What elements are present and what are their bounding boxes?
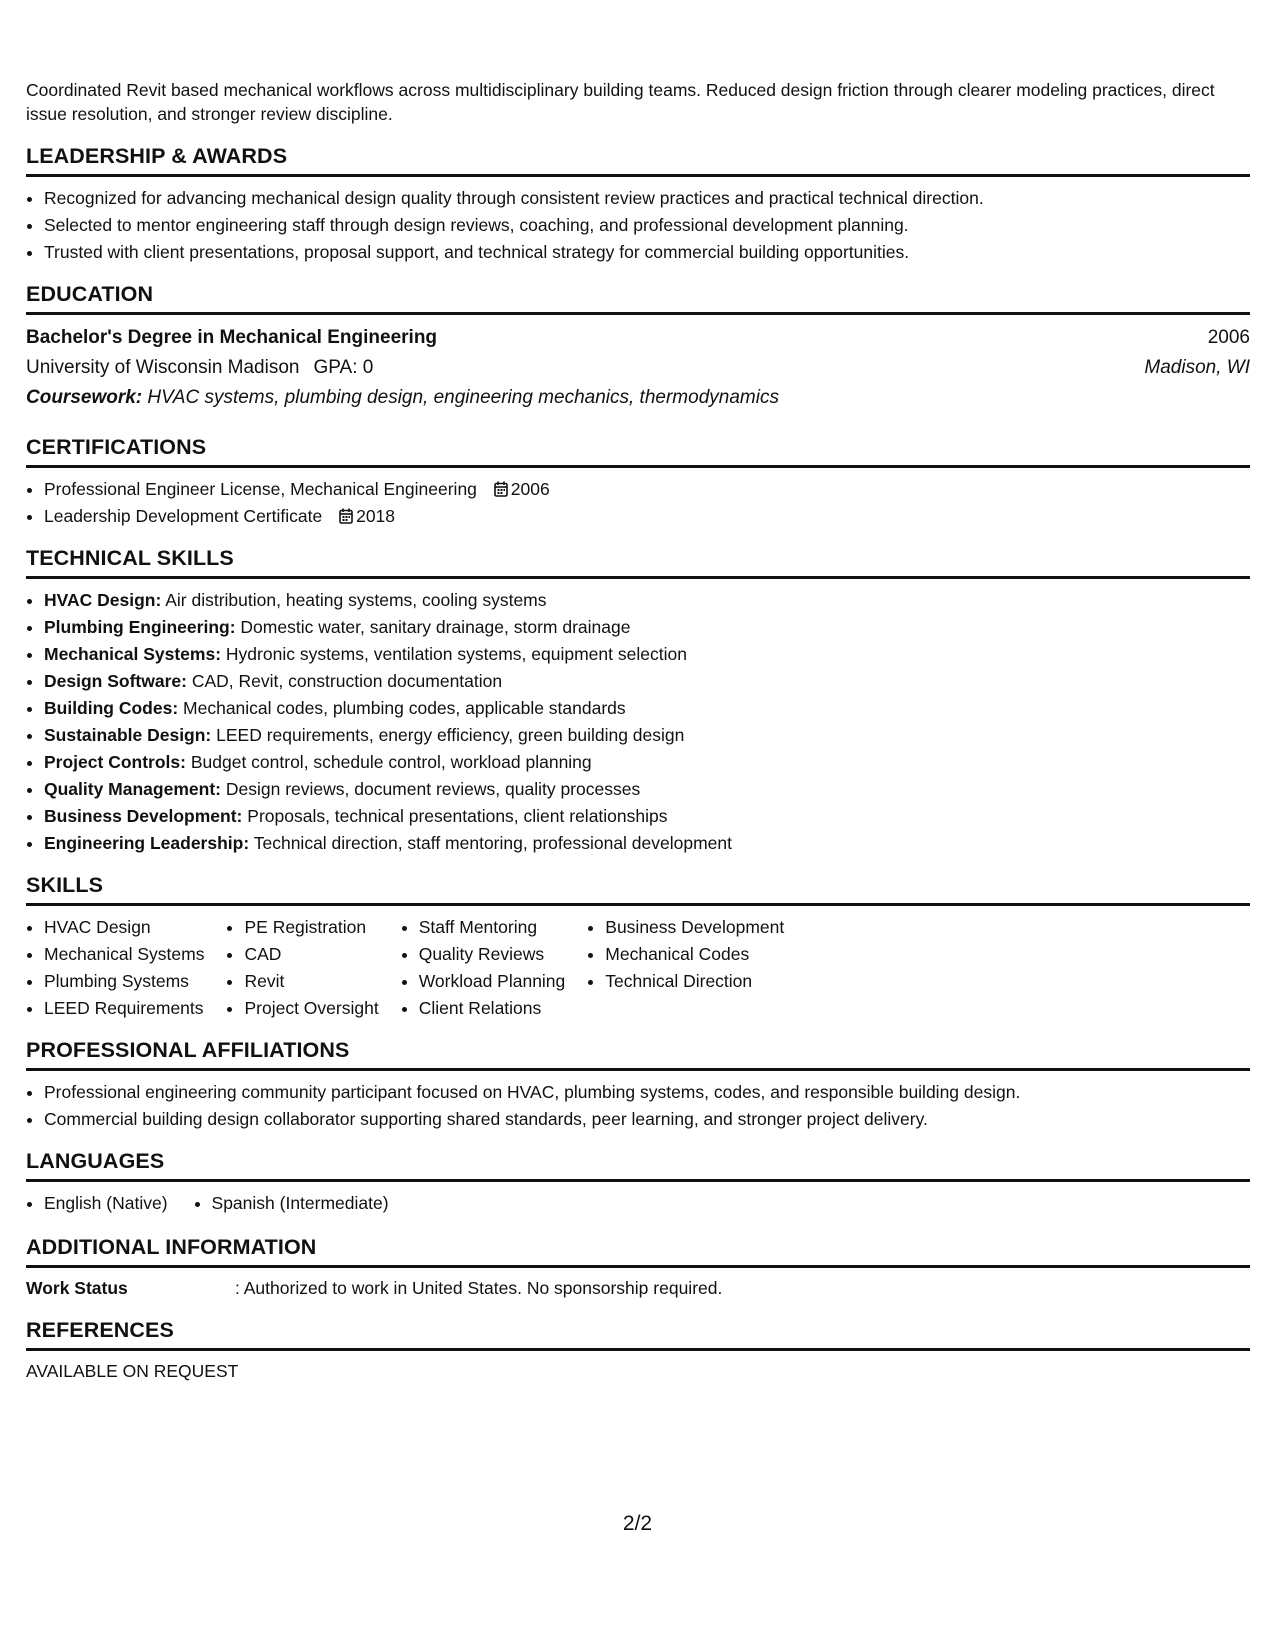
skill-category: Project Controls: xyxy=(44,752,186,772)
affiliations-heading: PROFESSIONAL AFFILIATIONS xyxy=(26,1036,1250,1071)
education-school-row xyxy=(26,353,1250,383)
skill-detail: Technical direction, staff mentoring, professional development xyxy=(253,833,733,853)
resume-page xyxy=(26,78,1250,1383)
skill-detail: CAD, Revit, construction documentation xyxy=(191,671,503,691)
references-heading: REFERENCES xyxy=(26,1316,1250,1351)
list-item: • Professional engineering community participant focused on HVAC, plumbing systems, codes, and responsible building design. xyxy=(44,1079,1250,1106)
certifications-heading: CERTIFICATIONS xyxy=(26,433,1250,468)
skill-detail: Proposals, technical presentations, client relationships xyxy=(247,806,668,826)
skill-item: • HVAC Design xyxy=(44,914,204,941)
skill-item: • Mechanical Codes xyxy=(605,941,784,968)
skills-column xyxy=(226,914,378,1022)
technical-skills-list xyxy=(26,587,1250,857)
skill-item: • PE Registration xyxy=(244,914,378,941)
page-number: 2/2 xyxy=(622,1512,653,1535)
list-item xyxy=(44,668,1250,695)
skill-item: • Client Relations xyxy=(419,995,566,1022)
skill-item: • Staff Mentoring xyxy=(419,914,566,941)
school-location: Madison, WI xyxy=(1144,357,1250,378)
languages-list xyxy=(26,1190,1250,1217)
skill-detail: LEED requirements, energy efficiency, green building design xyxy=(216,725,685,745)
list-item: • Recognized for advancing mechanical design quality through consistent review practices and practical technical direction. xyxy=(44,185,1250,212)
education-heading: EDUCATION xyxy=(26,280,1250,315)
list-item xyxy=(44,614,1250,641)
skill-category: Design Software: xyxy=(44,671,187,691)
leadership-list xyxy=(26,185,1250,266)
languages-heading: LANGUAGES xyxy=(26,1147,1250,1182)
skill-detail: Mechanical codes, plumbing codes, applicable standards xyxy=(183,698,626,718)
school-name: University of Wisconsin Madison xyxy=(26,357,300,378)
skill-detail: Budget control, schedule control, workload planning xyxy=(190,752,592,772)
list-item xyxy=(44,776,1250,803)
skill-category: HVAC Design: xyxy=(44,590,162,610)
calendar-icon xyxy=(339,508,353,524)
skill-item: • Mechanical Systems xyxy=(44,941,204,968)
skill-category: Building Codes: xyxy=(44,698,179,718)
skills-heading: SKILLS xyxy=(26,871,1250,906)
technical-skills-heading: TECHNICAL SKILLS xyxy=(26,544,1250,579)
list-item xyxy=(44,803,1250,830)
experience-summary: Coordinated Revit based mechanical workflows across multidisciplinary building teams. Reduced design friction through clearer modeling practices, direct issue resolution, and stronger review discipline. xyxy=(26,80,1215,124)
skill-detail: Hydronic systems, ventilation systems, equipment selection xyxy=(225,644,687,664)
skill-detail: Domestic water, sanitary drainage, storm drainage xyxy=(240,617,631,637)
skill-item: • LEED Requirements xyxy=(44,995,204,1022)
work-status-value: : Authorized to work in United States. No sponsorship required. xyxy=(235,1278,723,1298)
certification-name: Leadership Development Certificate xyxy=(44,506,323,526)
list-item: • Trusted with client presentations, proposal support, and technical strategy for commercial building opportunities. xyxy=(44,239,1250,266)
school-line xyxy=(26,353,373,383)
graduation-year: 2006 xyxy=(1207,327,1250,348)
leadership-heading: LEADERSHIP & AWARDS xyxy=(26,142,1250,177)
certification-name: Professional Engineer License, Mechanical Engineering xyxy=(44,479,477,499)
skills-grid xyxy=(26,914,1250,1022)
list-item xyxy=(44,641,1250,668)
language-item: • English (Native) xyxy=(44,1190,168,1217)
skill-category: Quality Management: xyxy=(44,779,221,799)
skill-item: • Quality Reviews xyxy=(419,941,566,968)
skill-detail: Air distribution, heating systems, cooling systems xyxy=(165,590,547,610)
list-item xyxy=(44,749,1250,776)
certification-year: 2018 xyxy=(356,506,396,526)
language-column xyxy=(26,1190,168,1217)
gpa: GPA: 0 xyxy=(313,357,374,378)
skill-category: Sustainable Design: xyxy=(44,725,212,745)
work-status-row xyxy=(26,1276,1250,1300)
skill-item: • Plumbing Systems xyxy=(44,968,204,995)
skill-item: • Workload Planning xyxy=(419,968,566,995)
list-item xyxy=(44,830,1250,857)
references-text: AVAILABLE ON REQUEST xyxy=(26,1361,239,1381)
list-item xyxy=(44,503,1250,530)
affiliations-list xyxy=(26,1079,1250,1133)
coursework-label: Coursework: xyxy=(26,387,143,408)
coursework xyxy=(26,383,1250,413)
skill-detail: Design reviews, document reviews, quality processes xyxy=(225,779,641,799)
list-item xyxy=(44,476,1250,503)
additional-info-heading: ADDITIONAL INFORMATION xyxy=(26,1233,1250,1268)
skills-column xyxy=(587,914,784,1022)
skill-category: Plumbing Engineering: xyxy=(44,617,236,637)
education-degree-row xyxy=(26,323,1250,353)
language-column xyxy=(194,1190,389,1217)
list-item: • Commercial building design collaborator supporting shared standards, peer learning, and stronger project delivery. xyxy=(44,1106,1250,1133)
certification-year: 2006 xyxy=(510,479,550,499)
list-item xyxy=(44,695,1250,722)
coursework-text: HVAC systems, plumbing design, engineering mechanics, thermodynamics xyxy=(147,387,779,408)
skill-category: Engineering Leadership: xyxy=(44,833,250,853)
skill-category: Business Development: xyxy=(44,806,243,826)
work-status-label: Work Status xyxy=(26,1278,128,1298)
skills-column xyxy=(401,914,566,1022)
list-item xyxy=(44,587,1250,614)
certifications-list xyxy=(26,476,1250,530)
list-item xyxy=(44,722,1250,749)
skill-item: • Business Development xyxy=(605,914,784,941)
calendar-icon xyxy=(494,481,508,497)
skill-category: Mechanical Systems: xyxy=(44,644,222,664)
skill-item: • CAD xyxy=(244,941,378,968)
skill-item: • Technical Direction xyxy=(605,968,784,995)
skill-item: • Project Oversight xyxy=(244,995,378,1022)
language-item: • Spanish (Intermediate) xyxy=(212,1190,389,1217)
list-item: • Selected to mentor engineering staff through design reviews, coaching, and professional development planning. xyxy=(44,212,1250,239)
degree-name: Bachelor's Degree in Mechanical Engineering xyxy=(26,327,438,348)
skills-column xyxy=(26,914,204,1022)
skill-item: • Revit xyxy=(244,968,378,995)
